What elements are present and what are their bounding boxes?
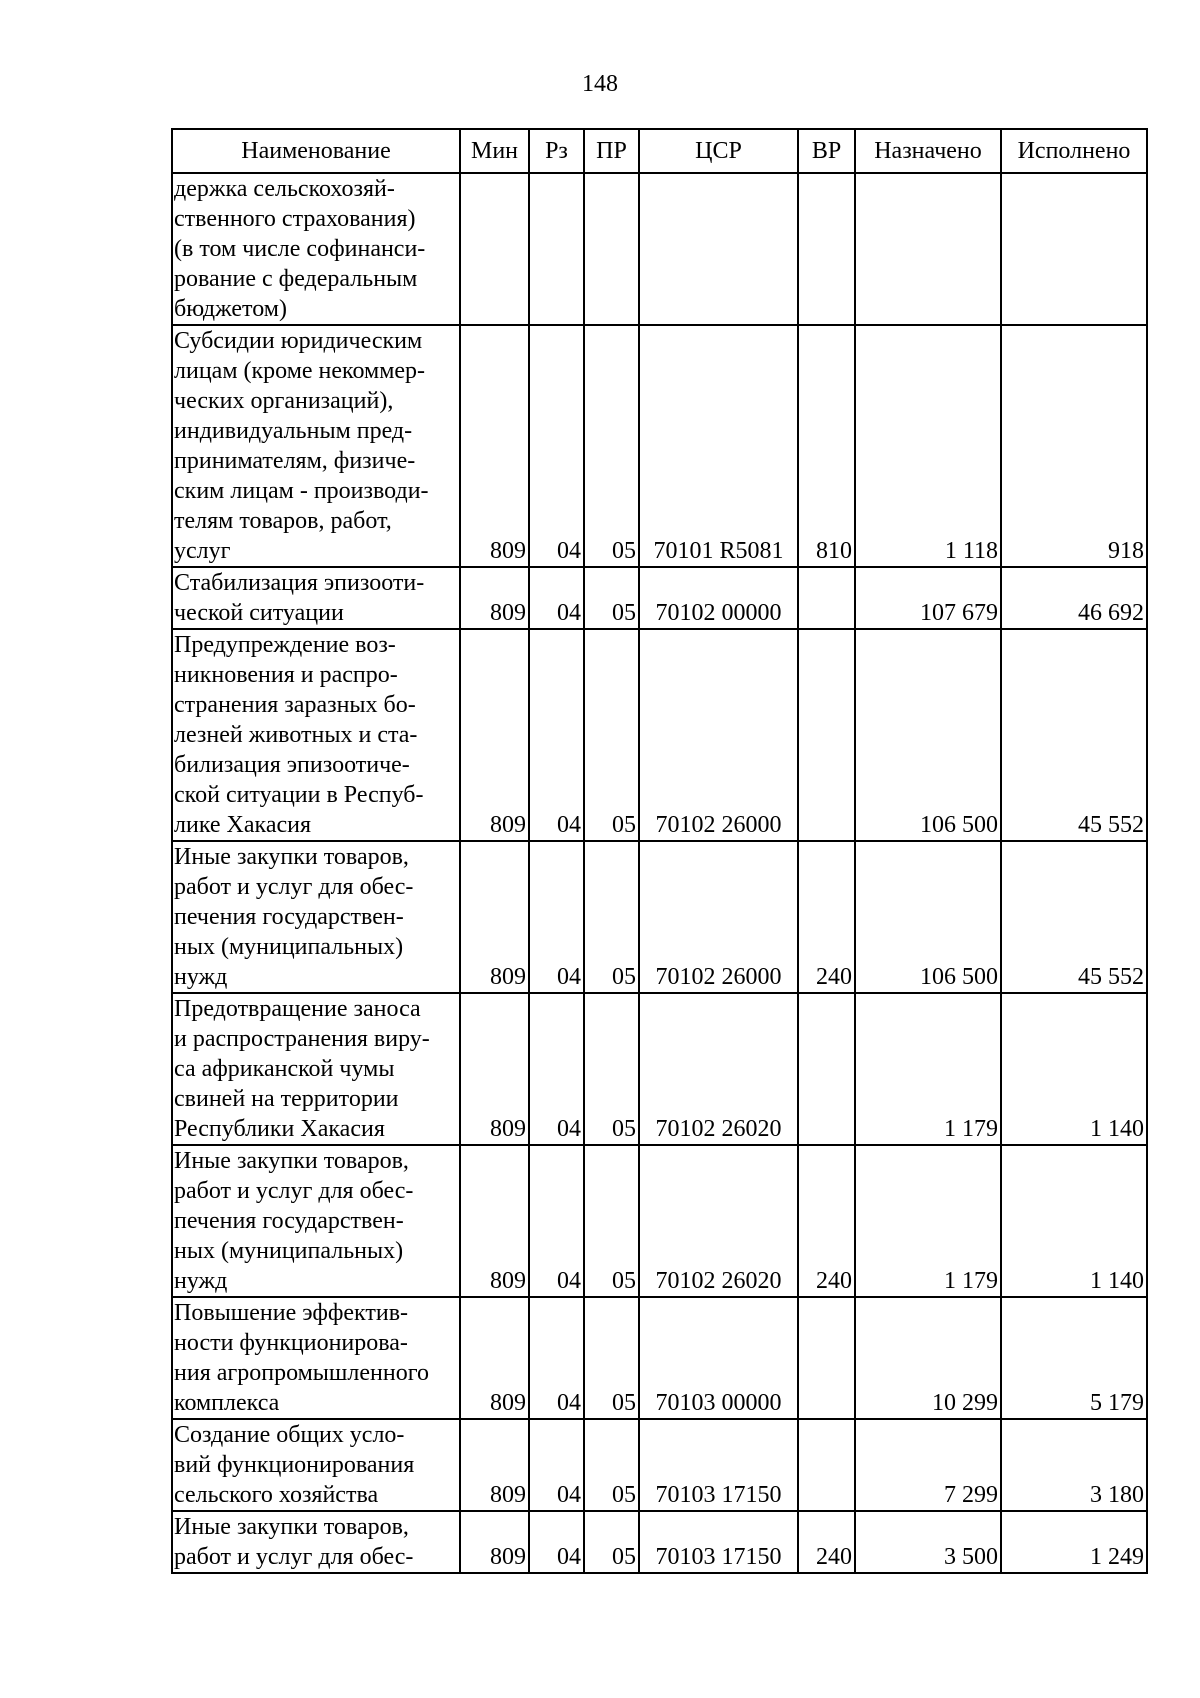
table-row [172, 1511, 1147, 1573]
cell-min: 809 [460, 1419, 529, 1511]
cell-name [172, 841, 460, 993]
cell-ispolneno [1001, 173, 1147, 325]
name-line: работ и услуг для обес- [174, 1544, 414, 1570]
name-line: лезней животных и ста- [174, 722, 418, 748]
name-line: работ и услуг для обес- [174, 874, 414, 900]
name-line: нужд [174, 964, 228, 990]
name-line: печения государствен- [174, 904, 404, 930]
header-min: Мин [460, 129, 529, 173]
name-line: Предупреждение воз- [174, 632, 396, 658]
header-name: Наименование [172, 129, 460, 173]
name-line: рование с федеральным [174, 266, 418, 292]
cell-name [172, 1419, 460, 1511]
cell-vr [798, 993, 855, 1145]
table-row [172, 567, 1147, 629]
cell-pr: 05 [584, 567, 639, 629]
cell-name [172, 567, 460, 629]
cell-name [172, 173, 460, 325]
header-ispolneno: Исполнено [1001, 129, 1147, 173]
table-row [172, 1297, 1147, 1419]
cell-min: 809 [460, 1297, 529, 1419]
cell-ispolneno: 1 249 [1001, 1511, 1147, 1573]
cell-rz: 04 [529, 325, 584, 567]
table-row [172, 841, 1147, 993]
cell-naznacheno [855, 173, 1001, 325]
name-line: Иные закупки товаров, [174, 844, 409, 870]
table-row [172, 1145, 1147, 1297]
cell-min: 809 [460, 1145, 529, 1297]
name-line: Повышение эффектив- [174, 1300, 409, 1326]
cell-min: 809 [460, 1511, 529, 1573]
cell-csr: 70103 17150 [639, 1419, 798, 1511]
cell-naznacheno: 7 299 [855, 1419, 1001, 1511]
cell-rz [529, 173, 584, 325]
header-pr: ПР [584, 129, 639, 173]
cell-vr [798, 1297, 855, 1419]
name-line: (в том числе софинанси- [174, 236, 426, 262]
cell-min: 809 [460, 325, 529, 567]
name-line: нужд [174, 1268, 228, 1294]
name-line: бюджетом) [174, 296, 287, 322]
cell-name [172, 629, 460, 841]
cell-pr: 05 [584, 1511, 639, 1573]
cell-pr: 05 [584, 629, 639, 841]
cell-vr [798, 629, 855, 841]
cell-csr: 70103 17150 [639, 1511, 798, 1573]
cell-vr: 810 [798, 325, 855, 567]
header-rz: Рз [529, 129, 584, 173]
cell-vr [798, 173, 855, 325]
name-line: работ и услуг для обес- [174, 1178, 414, 1204]
name-line: Республики Хакасия [174, 1116, 385, 1142]
name-line: са африканской чумы [174, 1056, 395, 1082]
name-line: Предотвращение заноса [174, 996, 421, 1022]
name-line: комплекса [174, 1390, 280, 1416]
cell-ispolneno: 45 552 [1001, 841, 1147, 993]
cell-ispolneno: 1 140 [1001, 1145, 1147, 1297]
cell-ispolneno: 5 179 [1001, 1297, 1147, 1419]
cell-naznacheno: 10 299 [855, 1297, 1001, 1419]
cell-csr: 70102 26020 [639, 1145, 798, 1297]
cell-rz: 04 [529, 841, 584, 993]
cell-csr: 70102 26020 [639, 993, 798, 1145]
cell-csr: 70102 26000 [639, 629, 798, 841]
cell-rz: 04 [529, 1419, 584, 1511]
cell-ispolneno: 45 552 [1001, 629, 1147, 841]
cell-vr: 240 [798, 841, 855, 993]
table-row [172, 173, 1147, 325]
table-row [172, 1419, 1147, 1511]
cell-vr: 240 [798, 1145, 855, 1297]
name-line: ческих организаций), [174, 388, 394, 414]
name-line: ных (муниципальных) [174, 934, 404, 960]
cell-pr: 05 [584, 1297, 639, 1419]
name-line: странения заразных бо- [174, 692, 416, 718]
table-row [172, 629, 1147, 841]
cell-naznacheno: 1 179 [855, 1145, 1001, 1297]
cell-rz: 04 [529, 993, 584, 1145]
cell-min: 809 [460, 567, 529, 629]
name-line: лике Хакасия [174, 812, 312, 838]
cell-rz: 04 [529, 1297, 584, 1419]
cell-rz: 04 [529, 1511, 584, 1573]
name-line: Иные закупки товаров, [174, 1148, 409, 1174]
name-line: ским лицам - производи- [174, 478, 429, 504]
cell-csr [639, 173, 798, 325]
header-vr: ВР [798, 129, 855, 173]
name-line: Создание общих усло- [174, 1422, 405, 1448]
cell-name [172, 325, 460, 567]
cell-csr: 70102 00000 [639, 567, 798, 629]
cell-naznacheno: 1 118 [855, 325, 1001, 567]
cell-pr: 05 [584, 841, 639, 993]
cell-rz: 04 [529, 567, 584, 629]
cell-naznacheno: 107 679 [855, 567, 1001, 629]
table-body [172, 173, 1147, 1573]
name-line: Стабилизация эпизооти- [174, 570, 425, 596]
cell-name [172, 1297, 460, 1419]
page-number: 148 [582, 71, 618, 97]
name-line: индивидуальным пред- [174, 418, 413, 444]
cell-csr: 70102 26000 [639, 841, 798, 993]
header-csr: ЦСР [639, 129, 798, 173]
cell-vr [798, 1419, 855, 1511]
cell-naznacheno: 3 500 [855, 1511, 1001, 1573]
name-line: свиней на территории [174, 1086, 399, 1112]
cell-name [172, 1145, 460, 1297]
name-line: ской ситуации в Респуб- [174, 782, 424, 808]
cell-vr [798, 567, 855, 629]
cell-pr [584, 173, 639, 325]
cell-naznacheno: 106 500 [855, 629, 1001, 841]
cell-pr: 05 [584, 1419, 639, 1511]
cell-naznacheno: 1 179 [855, 993, 1001, 1145]
cell-csr: 70103 00000 [639, 1297, 798, 1419]
name-line: ния агропромышленного [174, 1360, 429, 1386]
cell-rz: 04 [529, 1145, 584, 1297]
cell-name [172, 993, 460, 1145]
cell-csr: 70101 R5081 [639, 325, 798, 567]
cell-ispolneno: 46 692 [1001, 567, 1147, 629]
name-line: ческой ситуации [174, 600, 344, 626]
name-line: услуг [174, 538, 231, 564]
cell-min: 809 [460, 993, 529, 1145]
name-line: Иные закупки товаров, [174, 1514, 409, 1540]
table-row [172, 325, 1147, 567]
name-line: никновения и распро- [174, 662, 398, 688]
cell-rz: 04 [529, 629, 584, 841]
budget-table [171, 128, 1148, 1574]
name-line: ственного страхования) [174, 206, 416, 232]
name-line: телям товаров, работ, [174, 508, 392, 534]
name-line: Субсидии юридическим [174, 328, 423, 354]
cell-pr: 05 [584, 1145, 639, 1297]
cell-pr: 05 [584, 993, 639, 1145]
name-line: ных (муниципальных) [174, 1238, 404, 1264]
cell-min: 809 [460, 841, 529, 993]
cell-naznacheno: 106 500 [855, 841, 1001, 993]
cell-min [460, 173, 529, 325]
name-line: держка сельскохозяй- [174, 176, 395, 202]
cell-ispolneno: 918 [1001, 325, 1147, 567]
cell-ispolneno: 3 180 [1001, 1419, 1147, 1511]
name-line: вий функционирования [174, 1452, 415, 1478]
name-line: принимателям, физиче- [174, 448, 416, 474]
name-line: лицам (кроме некоммер- [174, 358, 426, 384]
cell-pr: 05 [584, 325, 639, 567]
name-line: билизация эпизоотиче- [174, 752, 410, 778]
cell-vr: 240 [798, 1511, 855, 1573]
name-line: сельского хозяйства [174, 1482, 379, 1508]
table-header-row [172, 129, 1147, 173]
name-line: и распространения виру- [174, 1026, 430, 1052]
header-naznacheno: Назначено [855, 129, 1001, 173]
cell-min: 809 [460, 629, 529, 841]
cell-ispolneno: 1 140 [1001, 993, 1147, 1145]
name-line: печения государствен- [174, 1208, 404, 1234]
name-line: ности функционирова- [174, 1330, 408, 1356]
table-row [172, 993, 1147, 1145]
cell-name [172, 1511, 460, 1573]
